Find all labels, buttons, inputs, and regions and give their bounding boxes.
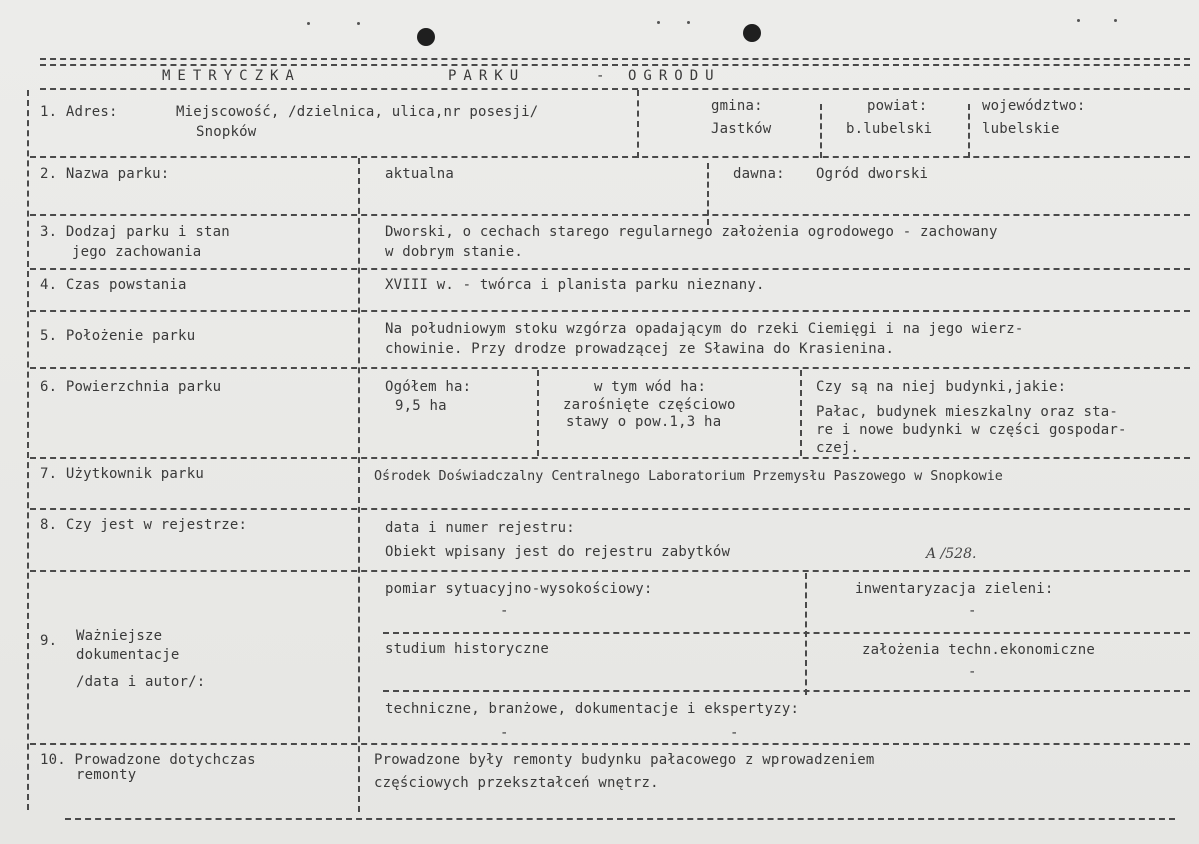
buildings-value-line2: re i nowe budynki w części gospodar- (816, 422, 1127, 438)
water-label: w tym wód ha: (594, 379, 707, 395)
punch-hole-left (417, 28, 435, 46)
row7-value: Ośrodek Doświadczalny Centralnego Laboratorium Przemysłu Paszowego w Snopkowie (374, 469, 1003, 484)
row5-value-line2: chowinie. Przy drodze prowadzącej ze Sławina do Krasienina. (385, 341, 895, 357)
speck (657, 21, 660, 24)
row5-value-line1: Na południowym stoku wzgórza opadającym do rzeki Ciemięgi i na jego wierz- (385, 321, 1024, 337)
techecon-label: założenia techn.ekonomiczne (862, 642, 1095, 658)
water-value-line1: zarośnięte częściowo (563, 397, 736, 413)
buildings-label: Czy są na niej budynki,jakie: (816, 379, 1067, 395)
row5-bottom (30, 367, 1190, 369)
row1-fields: Miejscowość, /dzielnica, ulica,nr posesji/ (176, 104, 539, 120)
row1-value: Snopków (196, 124, 257, 140)
row3-label-line2: jego zachowania (72, 244, 202, 260)
row10-label-line1: 10. Prowadzone dotychczas (40, 752, 256, 768)
row4-bottom (30, 310, 1190, 312)
row6-bottom (30, 457, 1190, 459)
border-top (40, 58, 1190, 60)
row2-bottom (30, 214, 1190, 216)
gmina-value: Jastków (711, 121, 772, 137)
row6-divider-1 (537, 370, 539, 456)
gmina-label: gmina: (711, 98, 763, 114)
row4-value: XVIII w. - twórca i planista parku nieznany. (385, 277, 765, 293)
row10-value-line2: częściowych przekształceń wnętrz. (374, 775, 659, 791)
row5-label: 5. Położenie parku (40, 328, 196, 344)
row9-label-line3: /data i autor/: (76, 674, 206, 690)
row9-number: 9. (40, 633, 58, 649)
survey-label: pomiar sytuacyjno-wysokościowy: (385, 581, 653, 597)
row1-divider-2 (820, 104, 822, 158)
border-bottom (65, 818, 1175, 820)
title-underline (40, 88, 1190, 90)
row6-label: 6. Powierzchnia parku (40, 379, 222, 395)
row3-label-line1: 3. Dodzaj parku i stan (40, 224, 230, 240)
row2-current-label: aktualna (385, 166, 455, 182)
greenery-label: inwentaryzacja zieleni: (855, 581, 1054, 597)
row9-label-line1: Ważniejsze (76, 628, 163, 644)
register-number-handwritten: A /528. (926, 546, 977, 562)
buildings-value-line1: Pałac, budynek mieszkalny oraz sta- (816, 404, 1119, 420)
technical-value-2: - (730, 725, 739, 741)
border-top-2 (40, 64, 1190, 66)
powiat-label: powiat: (867, 98, 928, 114)
row7-label: 7. Użytkownik parku (40, 466, 204, 482)
row3-value-line2: w dobrym stanie. (385, 244, 524, 260)
register-value: Obiekt wpisany jest do rejestru zabytków (385, 544, 731, 560)
title-word-metryczka: METRYCZKA (162, 68, 301, 84)
row3-value-line1: Dworski, o cechach starego regularnego założenia ogrodowego - zachowany (385, 224, 998, 240)
technical-label: techniczne, branżowe, dokumentacje i ekspertyzy: (385, 701, 800, 717)
survey-value: - (500, 603, 509, 619)
row8-bottom (30, 570, 1190, 572)
wojewodztwo-value: lubelskie (982, 121, 1060, 137)
border-left (27, 90, 29, 810)
title-word-ogrodu: OGRODU (628, 68, 721, 84)
punch-hole-right (743, 24, 761, 42)
speck (357, 22, 360, 25)
greenery-value: - (968, 603, 977, 619)
row2-label: 2. Nazwa parku: (40, 166, 170, 182)
water-value-line2: stawy o pow.1,3 ha (566, 414, 722, 430)
powiat-value: b.lubelski (846, 121, 933, 137)
title-dash: - (596, 68, 612, 84)
buildings-value-line3: czej. (816, 440, 860, 456)
wojewodztwo-label: województwo: (982, 98, 1086, 114)
speck (687, 21, 690, 24)
title-word-parku: PARKU (448, 68, 526, 84)
row2-former-value: Ogród dworski (816, 166, 929, 182)
row1-bottom (30, 156, 1190, 158)
speck (1114, 19, 1117, 22)
register-label: data i numer rejestru: (385, 520, 575, 536)
row2-former-label: dawna: (733, 166, 785, 182)
technical-value-1: - (500, 725, 509, 741)
speck (307, 22, 310, 25)
history-label: studium historyczne (385, 641, 549, 657)
row1-divider-1 (637, 90, 639, 158)
techecon-value: - (968, 664, 977, 680)
row1-divider-3 (968, 104, 970, 158)
area-total-value: 9,5 ha (395, 398, 447, 414)
row10-value-line1: Prowadzone były remonty budynku pałacowego z wprowadzeniem (374, 752, 875, 768)
row3-bottom (30, 268, 1190, 270)
row9-inner-line-2 (383, 690, 1190, 692)
row9-bottom (30, 743, 1190, 745)
row9-divider (805, 573, 807, 695)
row4-label: 4. Czas powstania (40, 277, 187, 293)
speck (1077, 19, 1080, 22)
label-column-divider (358, 158, 360, 812)
row8-label: 8. Czy jest w rejestrze: (40, 517, 248, 533)
row9-inner-line-1 (383, 632, 1190, 634)
row1-label: 1. Adres: (40, 104, 118, 120)
row7-bottom (30, 508, 1190, 510)
row10-label-line2: remonty (76, 767, 137, 783)
area-total-label: Ogółem ha: (385, 379, 472, 395)
row9-label-line2: dokumentacje (76, 647, 180, 663)
row6-divider-2 (800, 370, 802, 456)
